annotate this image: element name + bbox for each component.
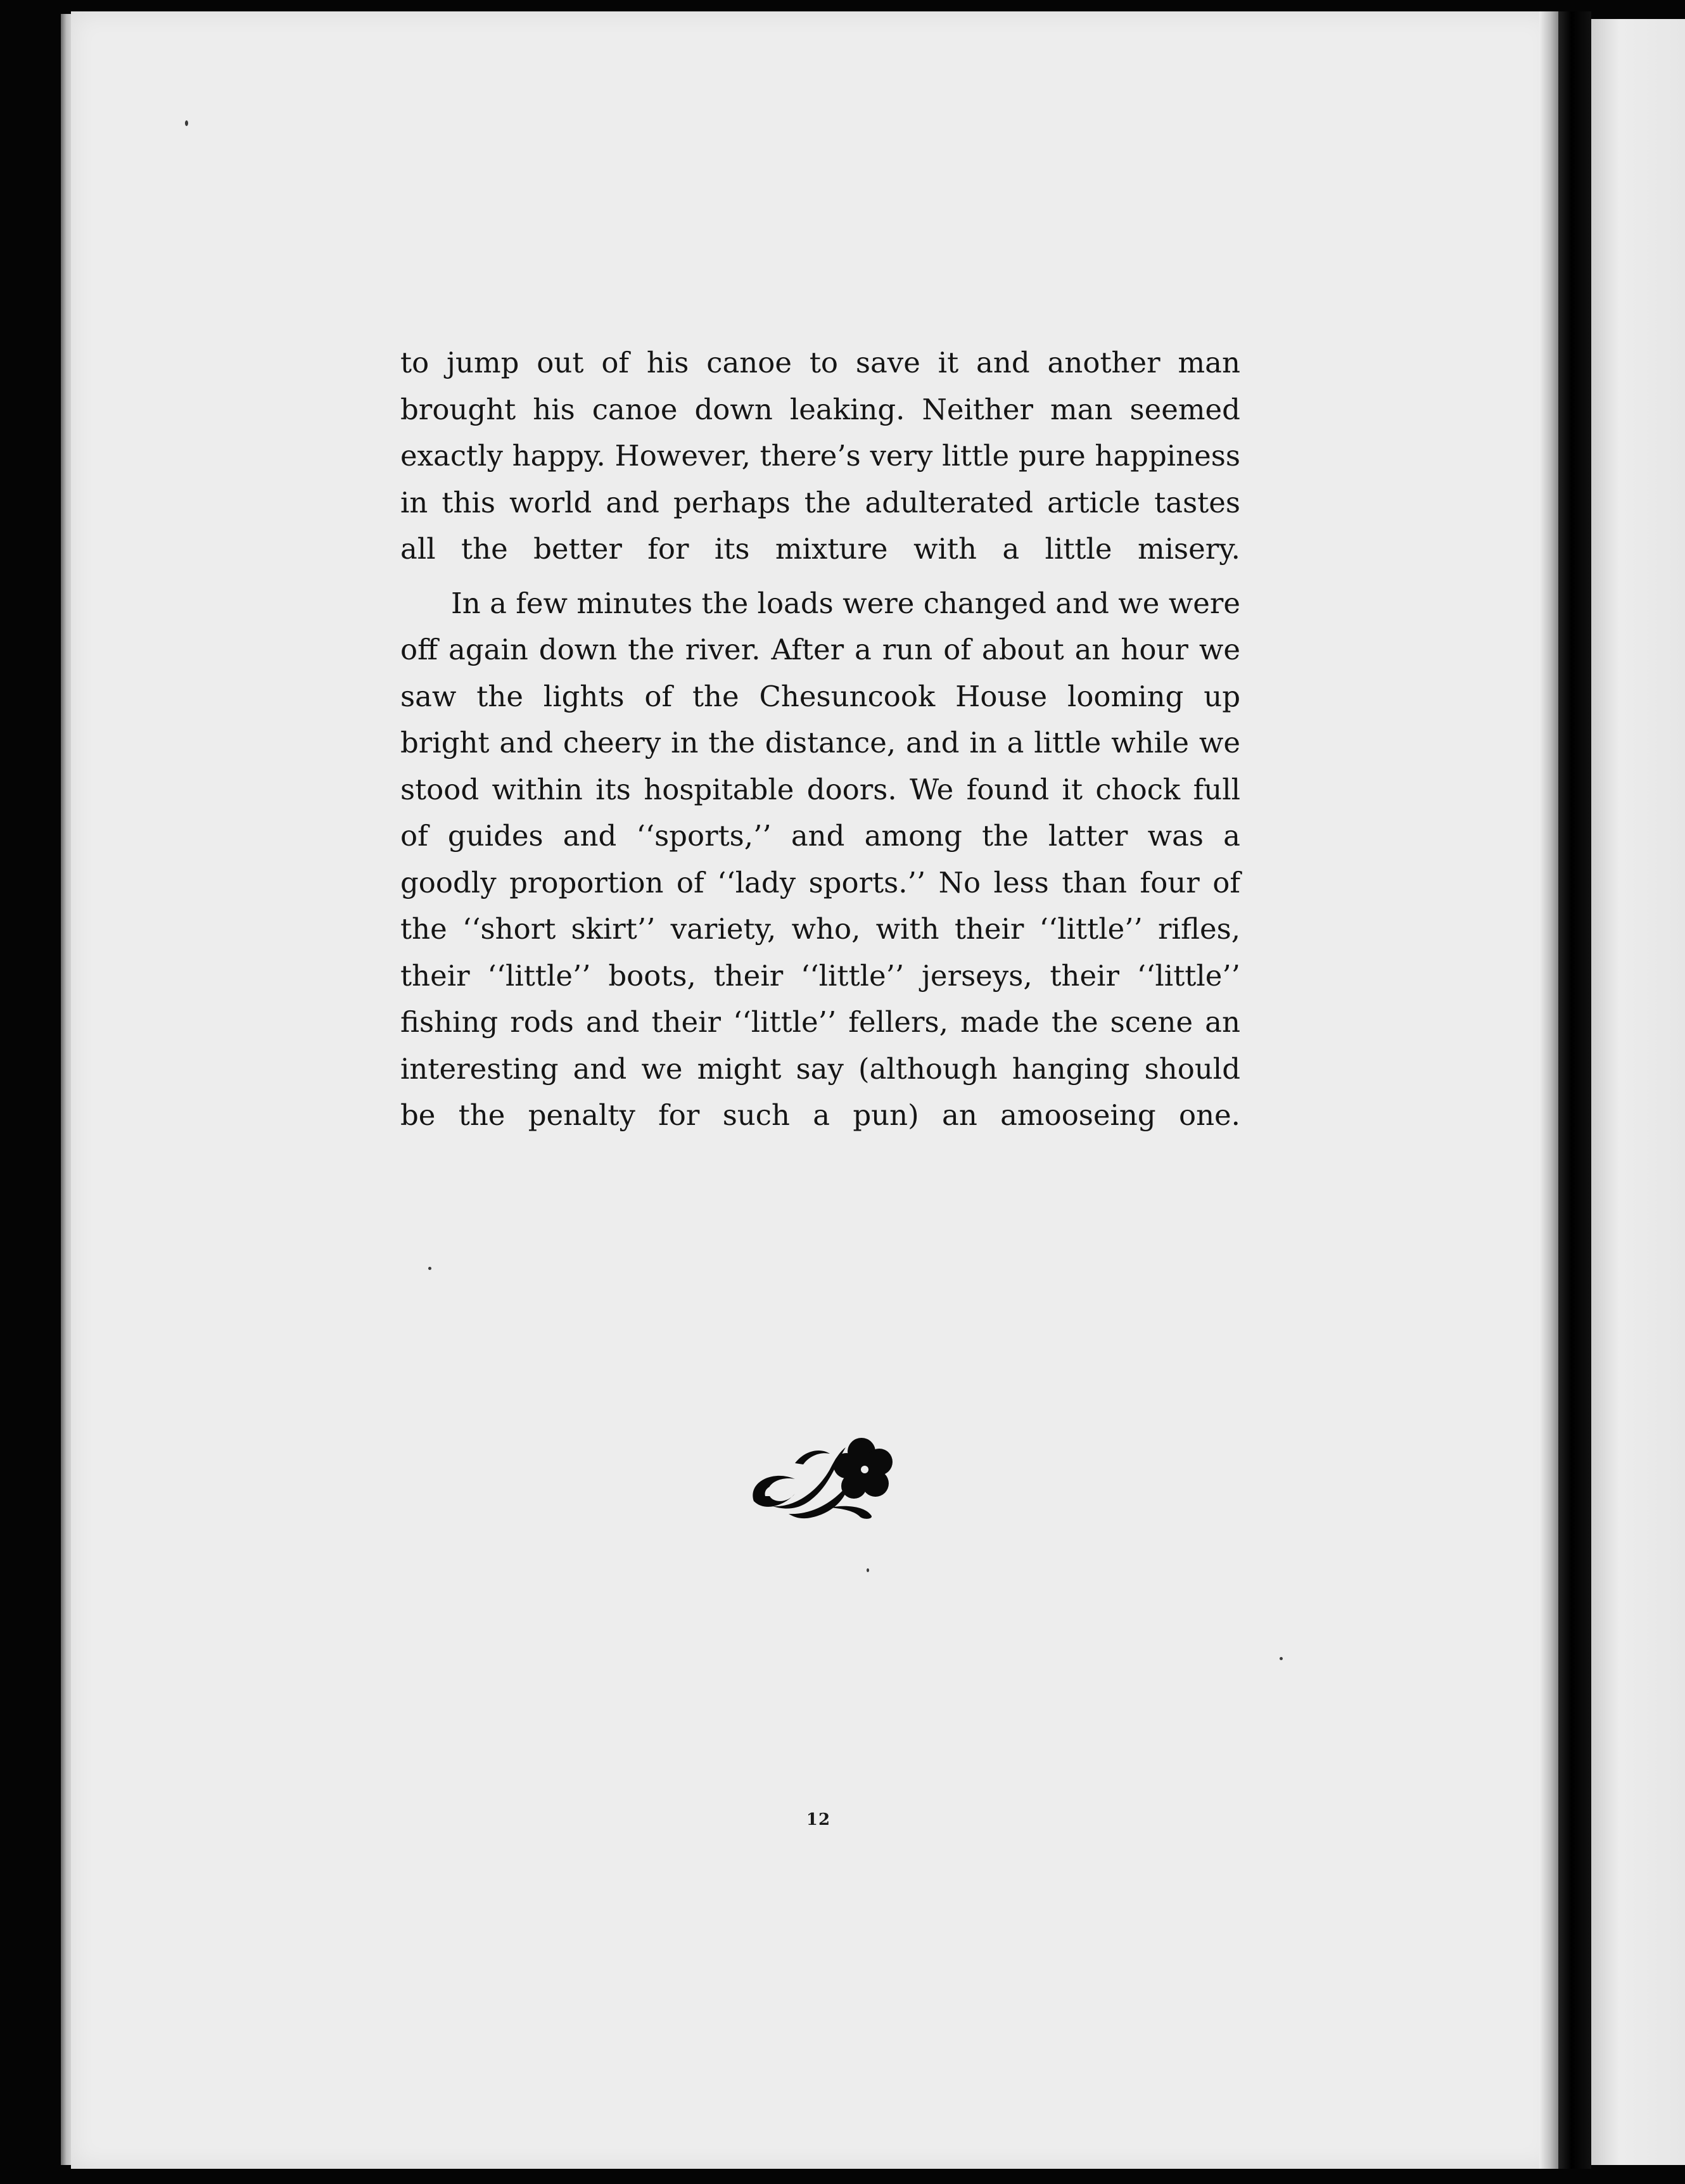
- body-text: [400, 340, 1240, 1139]
- paper-speck: [867, 1568, 869, 1572]
- paper-speck: [1280, 1657, 1283, 1660]
- paper-speck: [185, 120, 188, 126]
- paper-speck: [428, 1267, 431, 1270]
- page-number: 12: [806, 1810, 831, 1829]
- paragraph-2: In a few minutes the loads were changed and we were off again down the river. After a run of about an hour we saw the lights of the Chesuncook House looming up bright and cheery in the distance, and in a little while we stood within its hospitable doors. We found it chock full of guides and ‘‘sports,’’ and among the latter was a goodly proportion of ‘‘lady sports.’’ No less than four of the ‘‘short skirt’’ variety, who, with their ‘‘little’’ rifles, their ‘‘little’’ boots, their ‘‘little’’ jerseys, their ‘‘little’’ fishing rods and their ‘‘little’’ fellers, made the scene an interesting and we might say (although hanging should be the penalty for such a pun) an amooseing one.: [400, 586, 1240, 1132]
- book-spine: [1558, 11, 1591, 2169]
- gutter-shadow: [1539, 11, 1558, 2169]
- paragraph-1: to jump out of his canoe to save it and another man brought his canoe down leaking. Neither man seemed exactly happy. However, there’s very little pure happiness in this world and perhaps the adulterated article tastes all the better for its mixture with a little misery.: [400, 346, 1240, 566]
- floral-ornament-icon: [735, 1425, 906, 1520]
- facing-page-edge: [1591, 19, 1685, 2165]
